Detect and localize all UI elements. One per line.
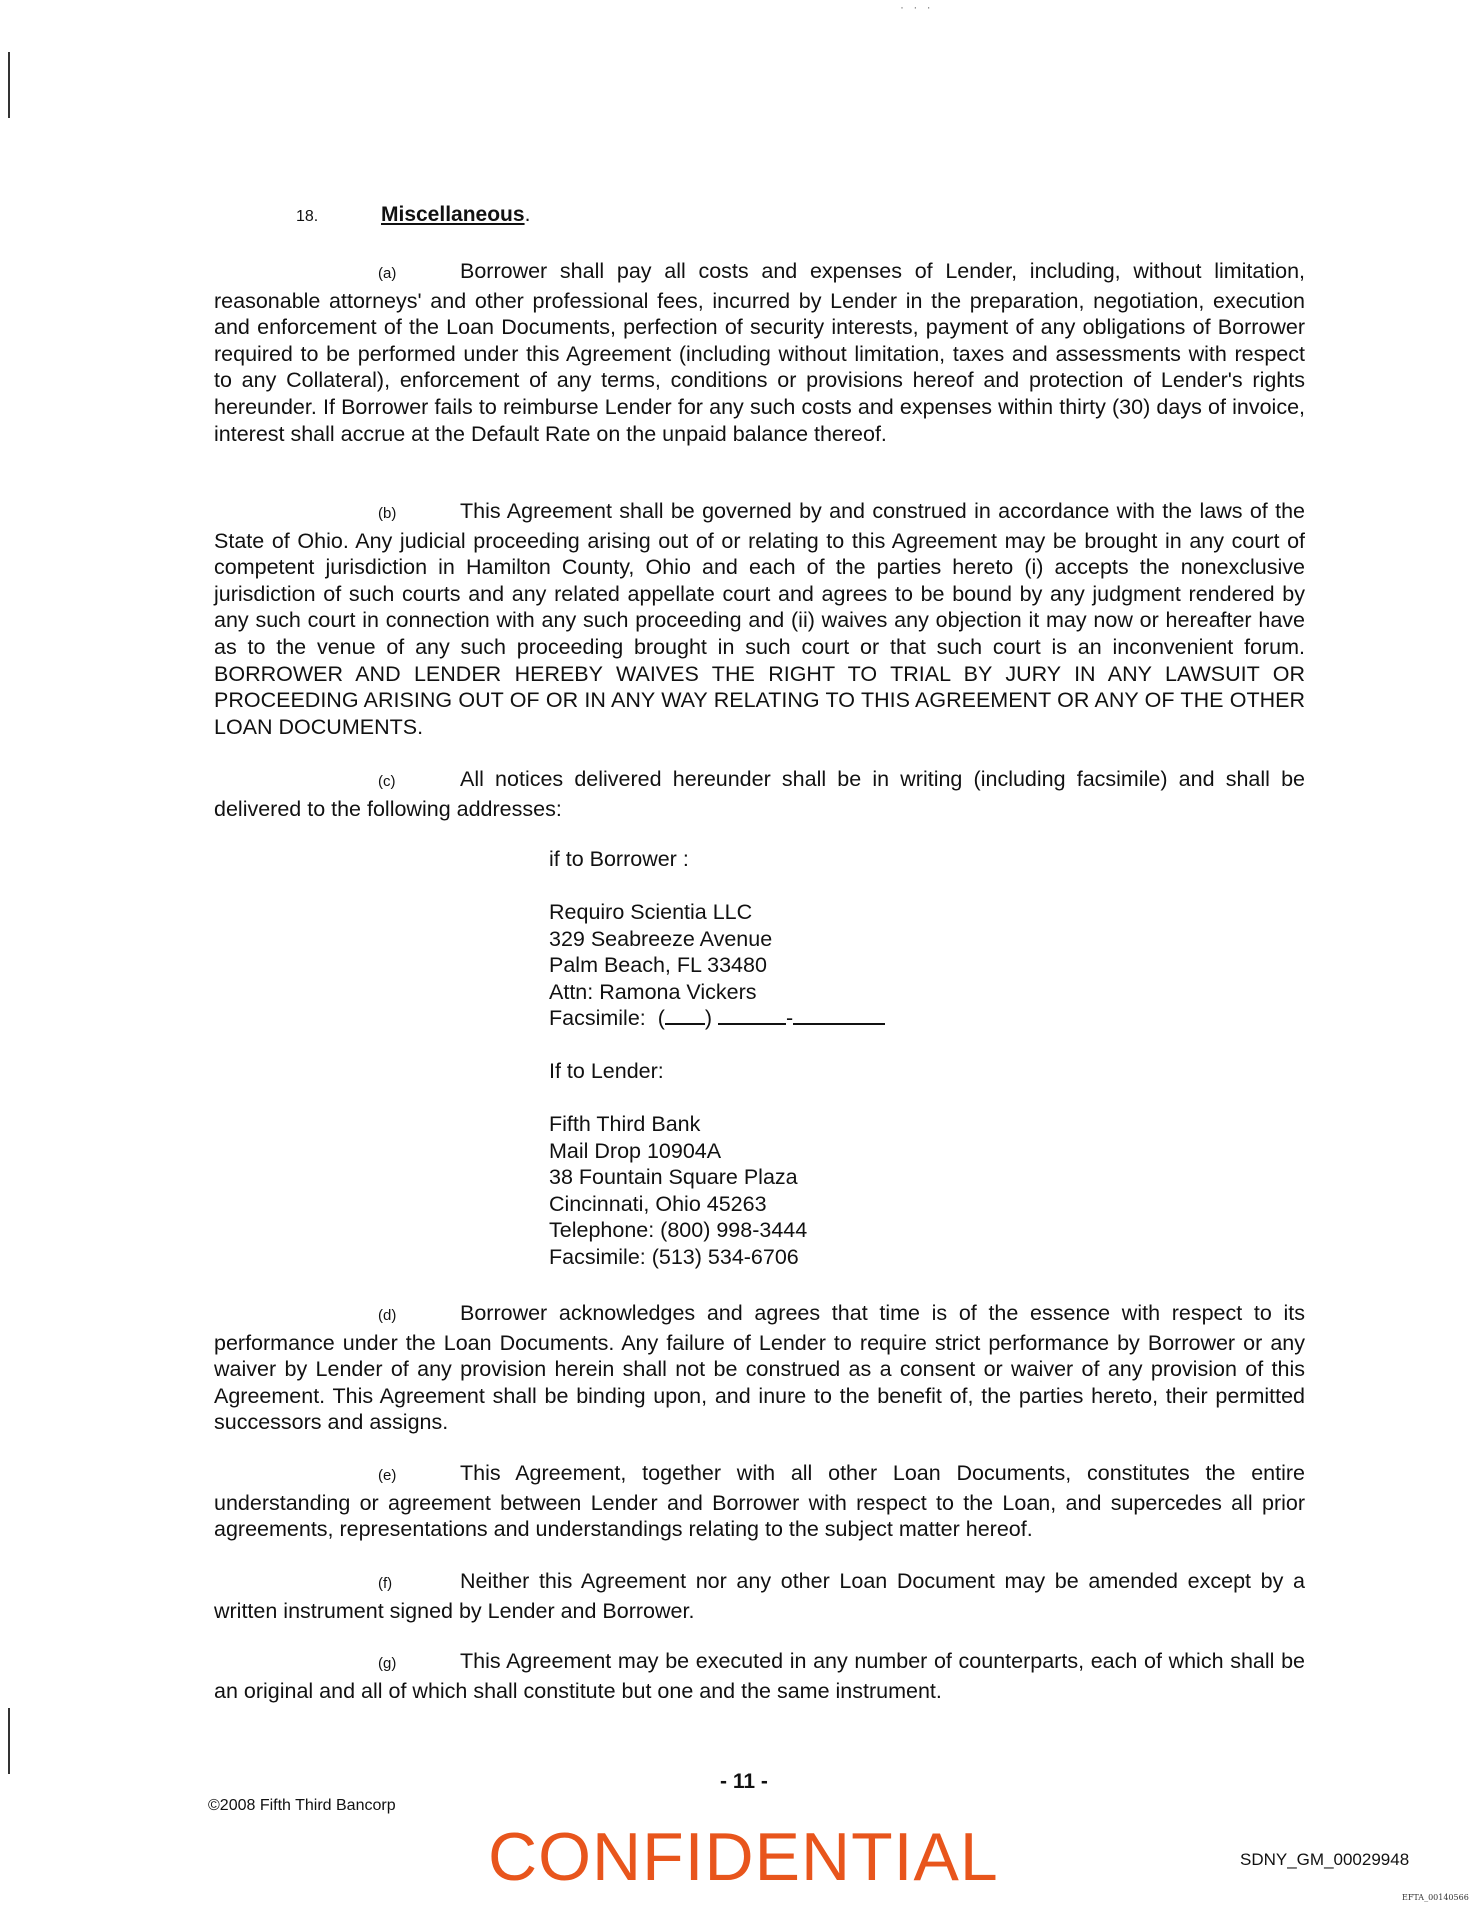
lender-street: 38 Fountain Square Plaza <box>549 1165 798 1190</box>
scan-edge-line <box>8 1708 10 1774</box>
fax-area-blank <box>665 1005 705 1025</box>
borrower-name: Requiro Scientia LLC <box>549 900 753 924</box>
fax-dash: - <box>786 1006 794 1031</box>
paragraph-text: Borrower shall pay all costs and expenses of Lender, including, without limitation, reasonable attorneys' and other professional fees, incurred by Lender in the preparation, negotiation, execution and enforcement of the Loan Documents, perfection of security interests, payment of any obligations of Borrower required to be performed under this Agreement (including without limitation, taxes and assessments with respect to any Collateral), enforcement of any terms, conditions or provisions hereof and protection of Lender's rights hereunder. If Borrower fails to reimburse Lender for any such costs and expenses within thirty (30) days of invoice, interest shall accrue at the Default Rate on the unpaid balance thereof. <box>214 259 1305 446</box>
fax-line-blank <box>793 1005 885 1025</box>
confidential-stamp: CONFIDENTIAL <box>488 1819 999 1895</box>
paragraph-label: (a) <box>378 265 397 282</box>
borrower-fax <box>549 1005 885 1032</box>
lender-label: If to Lender: <box>549 1059 664 1083</box>
paragraph-text: This Agreement, together with all other Loan Documents, constitutes the entire understanding or agreement between Lender and Borrower with respect to the Loan, and supercedes all prior agreements, representations and understandings relating to the subject matter hereof. <box>214 1461 1305 1542</box>
paragraph-g <box>214 1648 1305 1704</box>
scan-artifact: · · · <box>900 0 934 14</box>
paragraph-label: (d) <box>378 1307 397 1324</box>
paragraph-b <box>214 498 1305 740</box>
paragraph-label: (f) <box>378 1575 393 1592</box>
fax-prefix-blank <box>718 1005 786 1025</box>
bates-number: SDNY_GM_00029948 <box>1240 1850 1410 1869</box>
section-title-period: . <box>524 203 531 226</box>
fax-area-close: ) <box>704 1006 713 1031</box>
paragraph-a <box>214 258 1305 447</box>
borrower-attn: Attn: Ramona Vickers <box>549 979 757 1004</box>
copyright-notice: ©2008 Fifth Third Bancorp <box>208 1797 396 1814</box>
paragraph-label: (e) <box>378 1467 397 1484</box>
fax-area-open: ( <box>657 1006 665 1031</box>
borrower-city: Palm Beach, FL 33480 <box>549 953 767 978</box>
paragraph-d <box>214 1300 1305 1436</box>
paragraph-f <box>214 1568 1305 1624</box>
scan-edge-line <box>8 52 10 118</box>
section-number: 18. <box>296 208 319 225</box>
paragraph-text: Neither this Agreement nor any other Loan Document may be amended except by a written instrument signed by Lender and Borrower. <box>214 1569 1305 1623</box>
paragraph-label: (g) <box>378 1655 397 1672</box>
lender-facsimile: Facsimile: (513) 534-6706 <box>549 1244 799 1269</box>
section-title: Miscellaneous <box>381 203 525 226</box>
paragraph-label: (b) <box>378 505 397 522</box>
borrower-street: 329 Seabreeze Avenue <box>549 926 773 951</box>
paragraph-text: This Agreement shall be governed by and construed in accordance with the laws of the State of Ohio. Any judicial proceeding arising out of or relating to this Agreement may be brought in any court of competent jurisdiction in Hamilton County, Ohio and each of the parties hereto (i) accepts the nonexclusive jurisdiction of such courts and any related appellate court and agrees to be bound by any judgment rendered by any such court in connection with any such proceeding and (ii) waives any objection it may now or hereafter have as to the venue of any such proceeding brought in such court or that such court is an inconvenient forum. BORROWER AND LENDER HEREBY WAIVES THE RIGHT TO TRIAL BY JURY IN ANY LAWSUIT OR PROCEEDING ARISING OUT OF OR IN ANY WAY RELATING TO THIS AGREEMENT OR ANY OF THE OTHER LOAN DOCUMENTS. <box>214 499 1305 739</box>
paragraph-text: This Agreement may be executed in any number of counterparts, each of which shall be an original and all of which shall constitute but one and the same instrument. <box>214 1649 1305 1703</box>
borrower-label: if to Borrower : <box>549 847 689 871</box>
fax-label: Facsimile: <box>549 1006 646 1031</box>
lender-telephone: Telephone: (800) 998-3444 <box>549 1218 808 1243</box>
lender-mail-drop: Mail Drop 10904A <box>549 1138 722 1163</box>
paragraph-label: (c) <box>378 773 396 790</box>
lender-address <box>549 1111 807 1271</box>
borrower-address <box>549 899 885 1032</box>
lender-city: Cincinnati, Ohio 45263 <box>549 1191 767 1216</box>
paragraph-c <box>214 766 1305 822</box>
lender-name: Fifth Third Bank <box>549 1112 701 1136</box>
paragraph-text: All notices delivered hereunder shall be in writing (including facsimile) and shall be delivered to the following addresses: <box>214 767 1305 821</box>
paragraph-text: Borrower acknowledges and agrees that time is of the essence with respect to its performance under the Loan Documents. Any failure of Lender to require strict performance by Borrower or any waiver by Lender of any provision herein shall not be construed as a consent or waiver of any provision of this Agreement. This Agreement shall be binding upon, and inure to the benefit of, the parties hereto, their permitted successors and assigns. <box>214 1301 1305 1435</box>
page-number: - 11 - <box>720 1770 768 1793</box>
efta-number: EFTA_00140566 <box>1402 1893 1469 1902</box>
section-heading <box>296 203 530 227</box>
paragraph-e <box>214 1460 1305 1543</box>
